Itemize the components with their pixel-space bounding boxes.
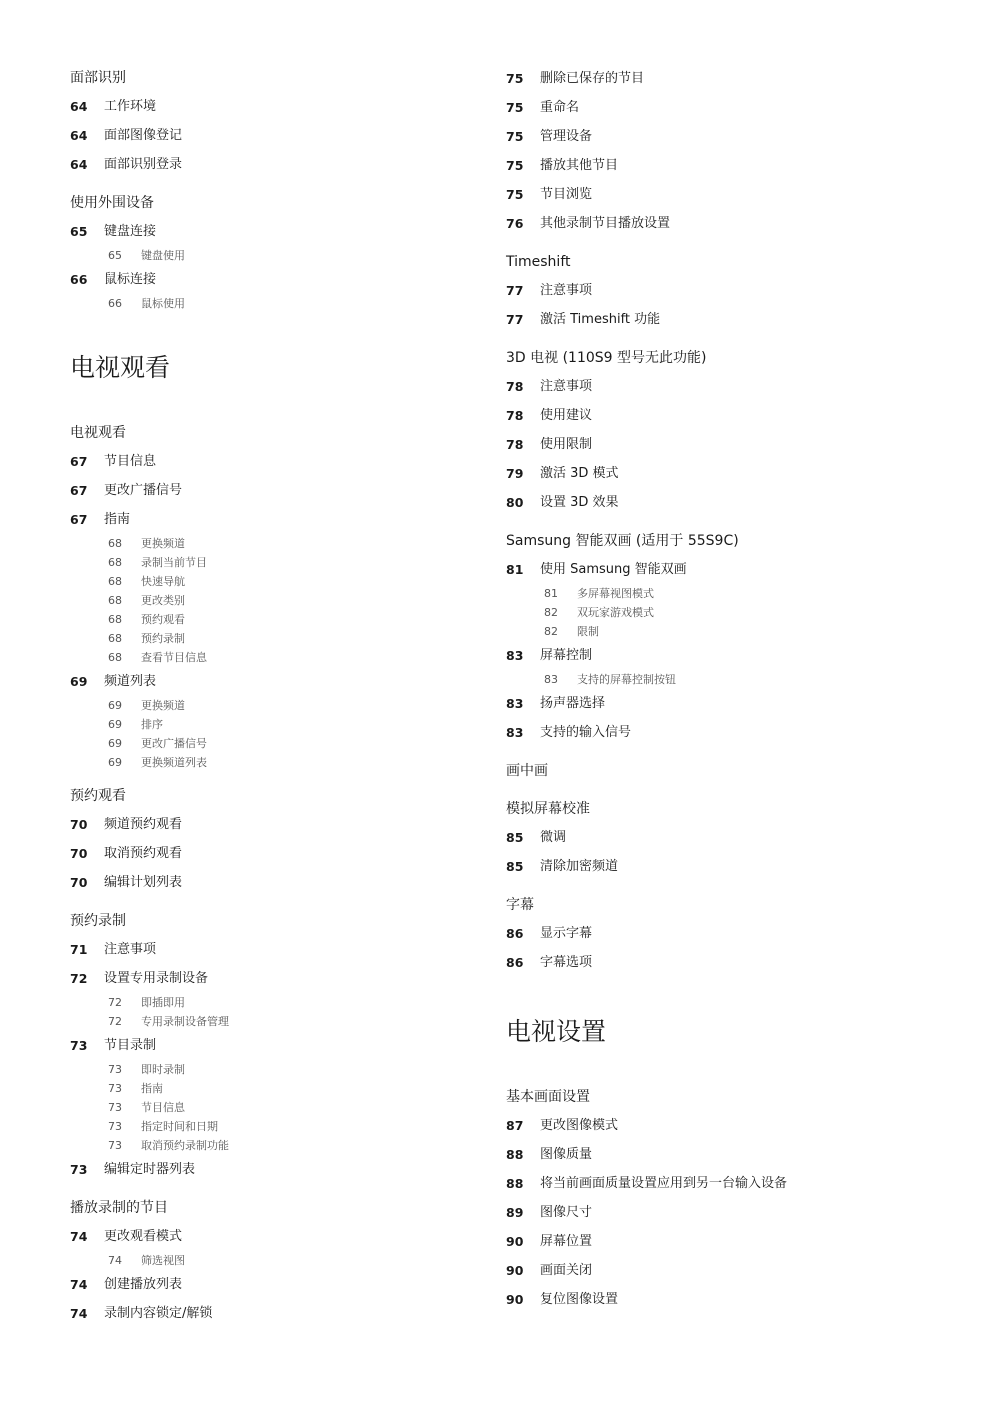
entry-title: 即插即用 [141, 996, 185, 1009]
page-number: 64 [70, 157, 88, 172]
entry-title: 管理设备 [540, 129, 593, 144]
page-number: 74 [70, 1229, 88, 1244]
toc-entry[interactable] [506, 641, 926, 670]
toc-subentry[interactable] [70, 534, 490, 553]
page-number: 67 [70, 454, 88, 469]
page-number: 81 [544, 587, 558, 600]
page-number: 73 [108, 1082, 122, 1095]
page-number: 75 [506, 158, 524, 173]
page-number: 82 [544, 606, 558, 619]
entry-title: 更改观看模式 [104, 1229, 183, 1244]
toc-subentry[interactable] [70, 1136, 490, 1155]
entry-title: 支持的屏幕控制按钮 [577, 673, 676, 686]
toc-entry[interactable] [70, 839, 490, 868]
page-number: 88 [506, 1176, 524, 1191]
page-number: 90 [506, 1263, 524, 1278]
entry-title: 画面关闭 [540, 1263, 593, 1278]
entry-title: 显示字幕 [540, 926, 593, 941]
toc-subentry[interactable] [70, 696, 490, 715]
page-number: 70 [70, 875, 88, 890]
entry-title: 筛选视图 [141, 1254, 185, 1267]
toc-subentry[interactable] [70, 648, 490, 667]
page-number: 77 [506, 312, 524, 327]
toc-section-heading[interactable]: 播放录制的节目 [70, 1200, 168, 1216]
entry-title: 更换频道 [141, 699, 185, 712]
entry-title: 查看节目信息 [141, 651, 207, 664]
entry-title: 更改类别 [141, 594, 185, 607]
page-number: 64 [70, 128, 88, 143]
entry-title: 节目信息 [141, 1101, 185, 1114]
toc-subentry[interactable] [506, 622, 926, 641]
entry-title: 多屏幕视图模式 [577, 587, 654, 600]
entry-title: 激活 Timeshift 功能 [540, 312, 661, 327]
toc-subentry[interactable] [70, 294, 490, 313]
page-number: 74 [108, 1254, 122, 1267]
toc-subentry[interactable] [506, 670, 926, 689]
page-number: 73 [108, 1120, 122, 1133]
page-number: 78 [506, 437, 524, 452]
page-number: 68 [108, 575, 122, 588]
entry-title: 微调 [540, 830, 567, 845]
entry-title: 面部识别登录 [104, 157, 183, 172]
page-number: 82 [544, 625, 558, 638]
page-number: 75 [506, 100, 524, 115]
toc-entry[interactable] [70, 964, 490, 993]
toc-entry[interactable] [506, 1169, 926, 1198]
page-number: 67 [70, 512, 88, 527]
page-number: 64 [70, 99, 88, 114]
toc-section-heading[interactable]: 画中画 [506, 763, 548, 779]
toc-subentry[interactable] [70, 715, 490, 734]
toc-entry[interactable] [506, 488, 926, 517]
page-number: 72 [108, 1015, 122, 1028]
page-number: 68 [108, 537, 122, 550]
entry-title: 专用录制设备管理 [141, 1015, 229, 1028]
page-number: 79 [506, 466, 524, 481]
toc-entry[interactable] [506, 459, 926, 488]
entry-title: 复位图像设置 [540, 1292, 619, 1307]
toc-subentry[interactable] [70, 1012, 490, 1031]
entry-title: 使用限制 [540, 437, 593, 452]
page-number: 89 [506, 1205, 524, 1220]
toc-entry[interactable] [506, 93, 926, 122]
entry-title: 面部图像登记 [104, 128, 183, 143]
toc-entry[interactable] [70, 121, 490, 150]
toc-subentry[interactable] [70, 753, 490, 772]
page-number: 65 [70, 224, 88, 239]
entry-title: 更换频道 [141, 537, 185, 550]
toc-entry[interactable] [506, 1140, 926, 1169]
toc-subentry[interactable] [70, 610, 490, 629]
page-number: 87 [506, 1118, 524, 1133]
toc-entry[interactable] [506, 718, 926, 747]
toc-entry[interactable] [506, 372, 926, 401]
toc-section-heading[interactable]: 使用外围设备 [70, 195, 154, 211]
page-number: 77 [506, 283, 524, 298]
toc-subentry[interactable] [70, 572, 490, 591]
entry-title: 鼠标使用 [141, 297, 185, 310]
toc-entry[interactable] [506, 122, 926, 151]
page-number: 73 [108, 1063, 122, 1076]
page-number: 90 [506, 1292, 524, 1307]
page-number: 85 [506, 859, 524, 874]
page-number: 88 [506, 1147, 524, 1162]
entry-title: 键盘连接 [104, 224, 157, 239]
toc-subentry[interactable] [70, 591, 490, 610]
toc-entry[interactable] [506, 64, 926, 93]
toc-entry[interactable] [70, 1270, 490, 1299]
toc-entry[interactable] [70, 868, 490, 897]
toc-entry[interactable] [70, 217, 490, 246]
entry-title: 重命名 [540, 100, 580, 115]
toc-entry[interactable] [506, 1198, 926, 1227]
toc-section-heading[interactable]: Timeshift [506, 254, 571, 270]
entry-title: 工作环境 [104, 99, 157, 114]
toc-chapter-heading[interactable]: 电视观看 [70, 353, 171, 382]
entry-title: 即时录制 [141, 1063, 185, 1076]
toc-entry[interactable] [70, 505, 490, 534]
page-number: 73 [108, 1101, 122, 1114]
toc-entry[interactable] [506, 1285, 926, 1314]
toc-entry[interactable] [70, 476, 490, 505]
toc-entry[interactable] [70, 1222, 490, 1251]
entry-title: 屏幕位置 [540, 1234, 593, 1249]
entry-title: 字幕选项 [540, 955, 593, 970]
entry-title: 频道预约观看 [104, 817, 183, 832]
entry-title: 录制内容锁定/解锁 [104, 1306, 213, 1321]
toc-entry[interactable] [506, 852, 926, 881]
toc-section-heading[interactable]: 3D 电视 (110S9 型号无此功能) [506, 350, 707, 366]
toc-chapter-heading[interactable]: 电视设置 [506, 1017, 607, 1046]
entry-title: 编辑定时器列表 [104, 1162, 196, 1177]
toc-entry[interactable] [70, 92, 490, 121]
page-number: 83 [544, 673, 558, 686]
page-number: 78 [506, 379, 524, 394]
entry-title: 指南 [104, 512, 131, 527]
page-number: 69 [108, 699, 122, 712]
entry-title: 节目浏览 [540, 187, 593, 202]
toc-section-heading[interactable]: 字幕 [506, 897, 534, 913]
toc-subentry[interactable] [70, 1117, 490, 1136]
page-number: 72 [70, 971, 88, 986]
toc-entry[interactable] [70, 810, 490, 839]
toc-subentry[interactable] [70, 553, 490, 572]
toc-entry[interactable] [506, 1256, 926, 1285]
toc-section-heading[interactable]: 面部识别 [70, 70, 126, 86]
entry-title: 创建播放列表 [104, 1277, 183, 1292]
page-number: 90 [506, 1234, 524, 1249]
entry-title: 双玩家游戏模式 [577, 606, 654, 619]
toc-subentry[interactable] [70, 1060, 490, 1079]
toc-entry[interactable] [70, 447, 490, 476]
entry-title: 排序 [141, 718, 163, 731]
page-number: 73 [70, 1162, 88, 1177]
toc-entry[interactable] [506, 401, 926, 430]
page-number: 66 [108, 297, 122, 310]
toc-entry[interactable] [70, 265, 490, 294]
toc-subentry[interactable] [70, 1079, 490, 1098]
page-number: 74 [70, 1277, 88, 1292]
toc-section-heading[interactable]: 基本画面设置 [506, 1089, 590, 1105]
page-number: 65 [108, 249, 122, 262]
entry-title: 设置 3D 效果 [540, 495, 619, 510]
toc-entry[interactable] [506, 209, 926, 238]
toc-entry[interactable] [506, 151, 926, 180]
toc-entry[interactable] [506, 555, 926, 584]
page-number: 69 [70, 674, 88, 689]
entry-title: 注意事项 [104, 942, 157, 957]
toc-entry[interactable] [506, 430, 926, 459]
toc-section-heading[interactable]: Samsung 智能双画 (适用于 55S9C) [506, 533, 739, 549]
page-number: 73 [108, 1139, 122, 1152]
entry-title: 将当前画面质量设置应用到另一台输入设备 [540, 1176, 788, 1191]
entry-title: 节目信息 [104, 454, 157, 469]
entry-title: 更改图像模式 [540, 1118, 619, 1133]
toc-entry[interactable] [70, 1031, 490, 1060]
entry-title: 鼠标连接 [104, 272, 157, 287]
entry-title: 图像尺寸 [540, 1205, 593, 1220]
entry-title: 编辑计划列表 [104, 875, 183, 890]
entry-title: 取消预约观看 [104, 846, 183, 861]
page-number: 71 [70, 942, 88, 957]
toc-subentry[interactable] [70, 629, 490, 648]
entry-title: 激活 3D 模式 [540, 466, 619, 481]
entry-title: 使用 Samsung 智能双画 [540, 562, 687, 577]
entry-title: 节目录制 [104, 1038, 157, 1053]
toc-entry[interactable] [506, 305, 926, 334]
entry-title: 快速导航 [141, 575, 185, 588]
page-number: 67 [70, 483, 88, 498]
entry-title: 其他录制节目播放设置 [540, 216, 671, 231]
toc-entry[interactable] [506, 1111, 926, 1140]
page-number: 73 [70, 1038, 88, 1053]
toc-entry[interactable] [506, 919, 926, 948]
entry-title: 指定时间和日期 [141, 1120, 218, 1133]
page-number: 72 [108, 996, 122, 1009]
page-number: 74 [70, 1306, 88, 1321]
page-number: 68 [108, 651, 122, 664]
toc-subentry[interactable] [70, 734, 490, 753]
toc-section-heading[interactable]: 模拟屏幕校准 [506, 801, 590, 817]
entry-title: 设置专用录制设备 [104, 971, 209, 986]
page-number: 86 [506, 955, 524, 970]
page-number: 83 [506, 696, 524, 711]
toc-entry[interactable] [70, 667, 490, 696]
toc-entry[interactable] [506, 689, 926, 718]
entry-title: 录制当前节目 [141, 556, 207, 569]
toc-entry[interactable] [70, 150, 490, 179]
toc-column-right [506, 64, 926, 1314]
page-number: 76 [506, 216, 524, 231]
page-number: 83 [506, 725, 524, 740]
page-number: 85 [506, 830, 524, 845]
page-number: 69 [108, 737, 122, 750]
page-number: 68 [108, 594, 122, 607]
page-number: 78 [506, 408, 524, 423]
page-number: 80 [506, 495, 524, 510]
entry-title: 取消预约录制功能 [141, 1139, 229, 1152]
entry-title: 使用建议 [540, 408, 593, 423]
page-number: 75 [506, 129, 524, 144]
page-number: 75 [506, 71, 524, 86]
toc-section-heading[interactable]: 电视观看 [70, 425, 126, 441]
page-number: 68 [108, 613, 122, 626]
entry-title: 频道列表 [104, 674, 157, 689]
entry-title: 限制 [577, 625, 599, 638]
toc-subentry[interactable] [70, 1098, 490, 1117]
entry-title: 播放其他节目 [540, 158, 619, 173]
page-number: 81 [506, 562, 524, 577]
entry-title: 预约观看 [141, 613, 185, 626]
page-number: 69 [108, 718, 122, 731]
toc-entry[interactable] [70, 1299, 490, 1328]
page-number: 70 [70, 846, 88, 861]
entry-title: 更改广播信号 [141, 737, 207, 750]
toc-subentry[interactable] [70, 993, 490, 1012]
page-number: 75 [506, 187, 524, 202]
page-number: 86 [506, 926, 524, 941]
toc-subentry[interactable] [70, 1251, 490, 1270]
entry-title: 屏幕控制 [540, 648, 593, 663]
entry-title: 清除加密频道 [540, 859, 619, 874]
toc-subentry[interactable] [506, 603, 926, 622]
toc-entry[interactable] [506, 948, 926, 977]
entry-title: 指南 [141, 1082, 163, 1095]
entry-title: 注意事项 [540, 283, 593, 298]
toc-column-left [70, 64, 490, 1328]
entry-title: 注意事项 [540, 379, 593, 394]
page-number: 68 [108, 632, 122, 645]
page-number: 66 [70, 272, 88, 287]
toc-entry[interactable] [70, 935, 490, 964]
entry-title: 扬声器选择 [540, 696, 606, 711]
entry-title: 预约录制 [141, 632, 185, 645]
toc-subentry[interactable] [506, 584, 926, 603]
entry-title: 更换频道列表 [141, 756, 207, 769]
toc-entry[interactable] [506, 823, 926, 852]
page-number: 68 [108, 556, 122, 569]
page-number: 70 [70, 817, 88, 832]
toc-section-heading[interactable]: 预约观看 [70, 788, 126, 804]
toc-entry[interactable] [506, 180, 926, 209]
entry-title: 键盘使用 [141, 249, 185, 262]
toc-section-heading[interactable]: 预约录制 [70, 913, 126, 929]
entry-title: 支持的输入信号 [540, 725, 632, 740]
page-number: 69 [108, 756, 122, 769]
toc-entry[interactable] [70, 1155, 490, 1184]
toc-entry[interactable] [506, 276, 926, 305]
toc-entry[interactable] [506, 1227, 926, 1256]
entry-title: 更改广播信号 [104, 483, 183, 498]
toc-subentry[interactable] [70, 246, 490, 265]
entry-title: 删除已保存的节目 [540, 71, 645, 86]
entry-title: 图像质量 [540, 1147, 593, 1162]
page-number: 83 [506, 648, 524, 663]
